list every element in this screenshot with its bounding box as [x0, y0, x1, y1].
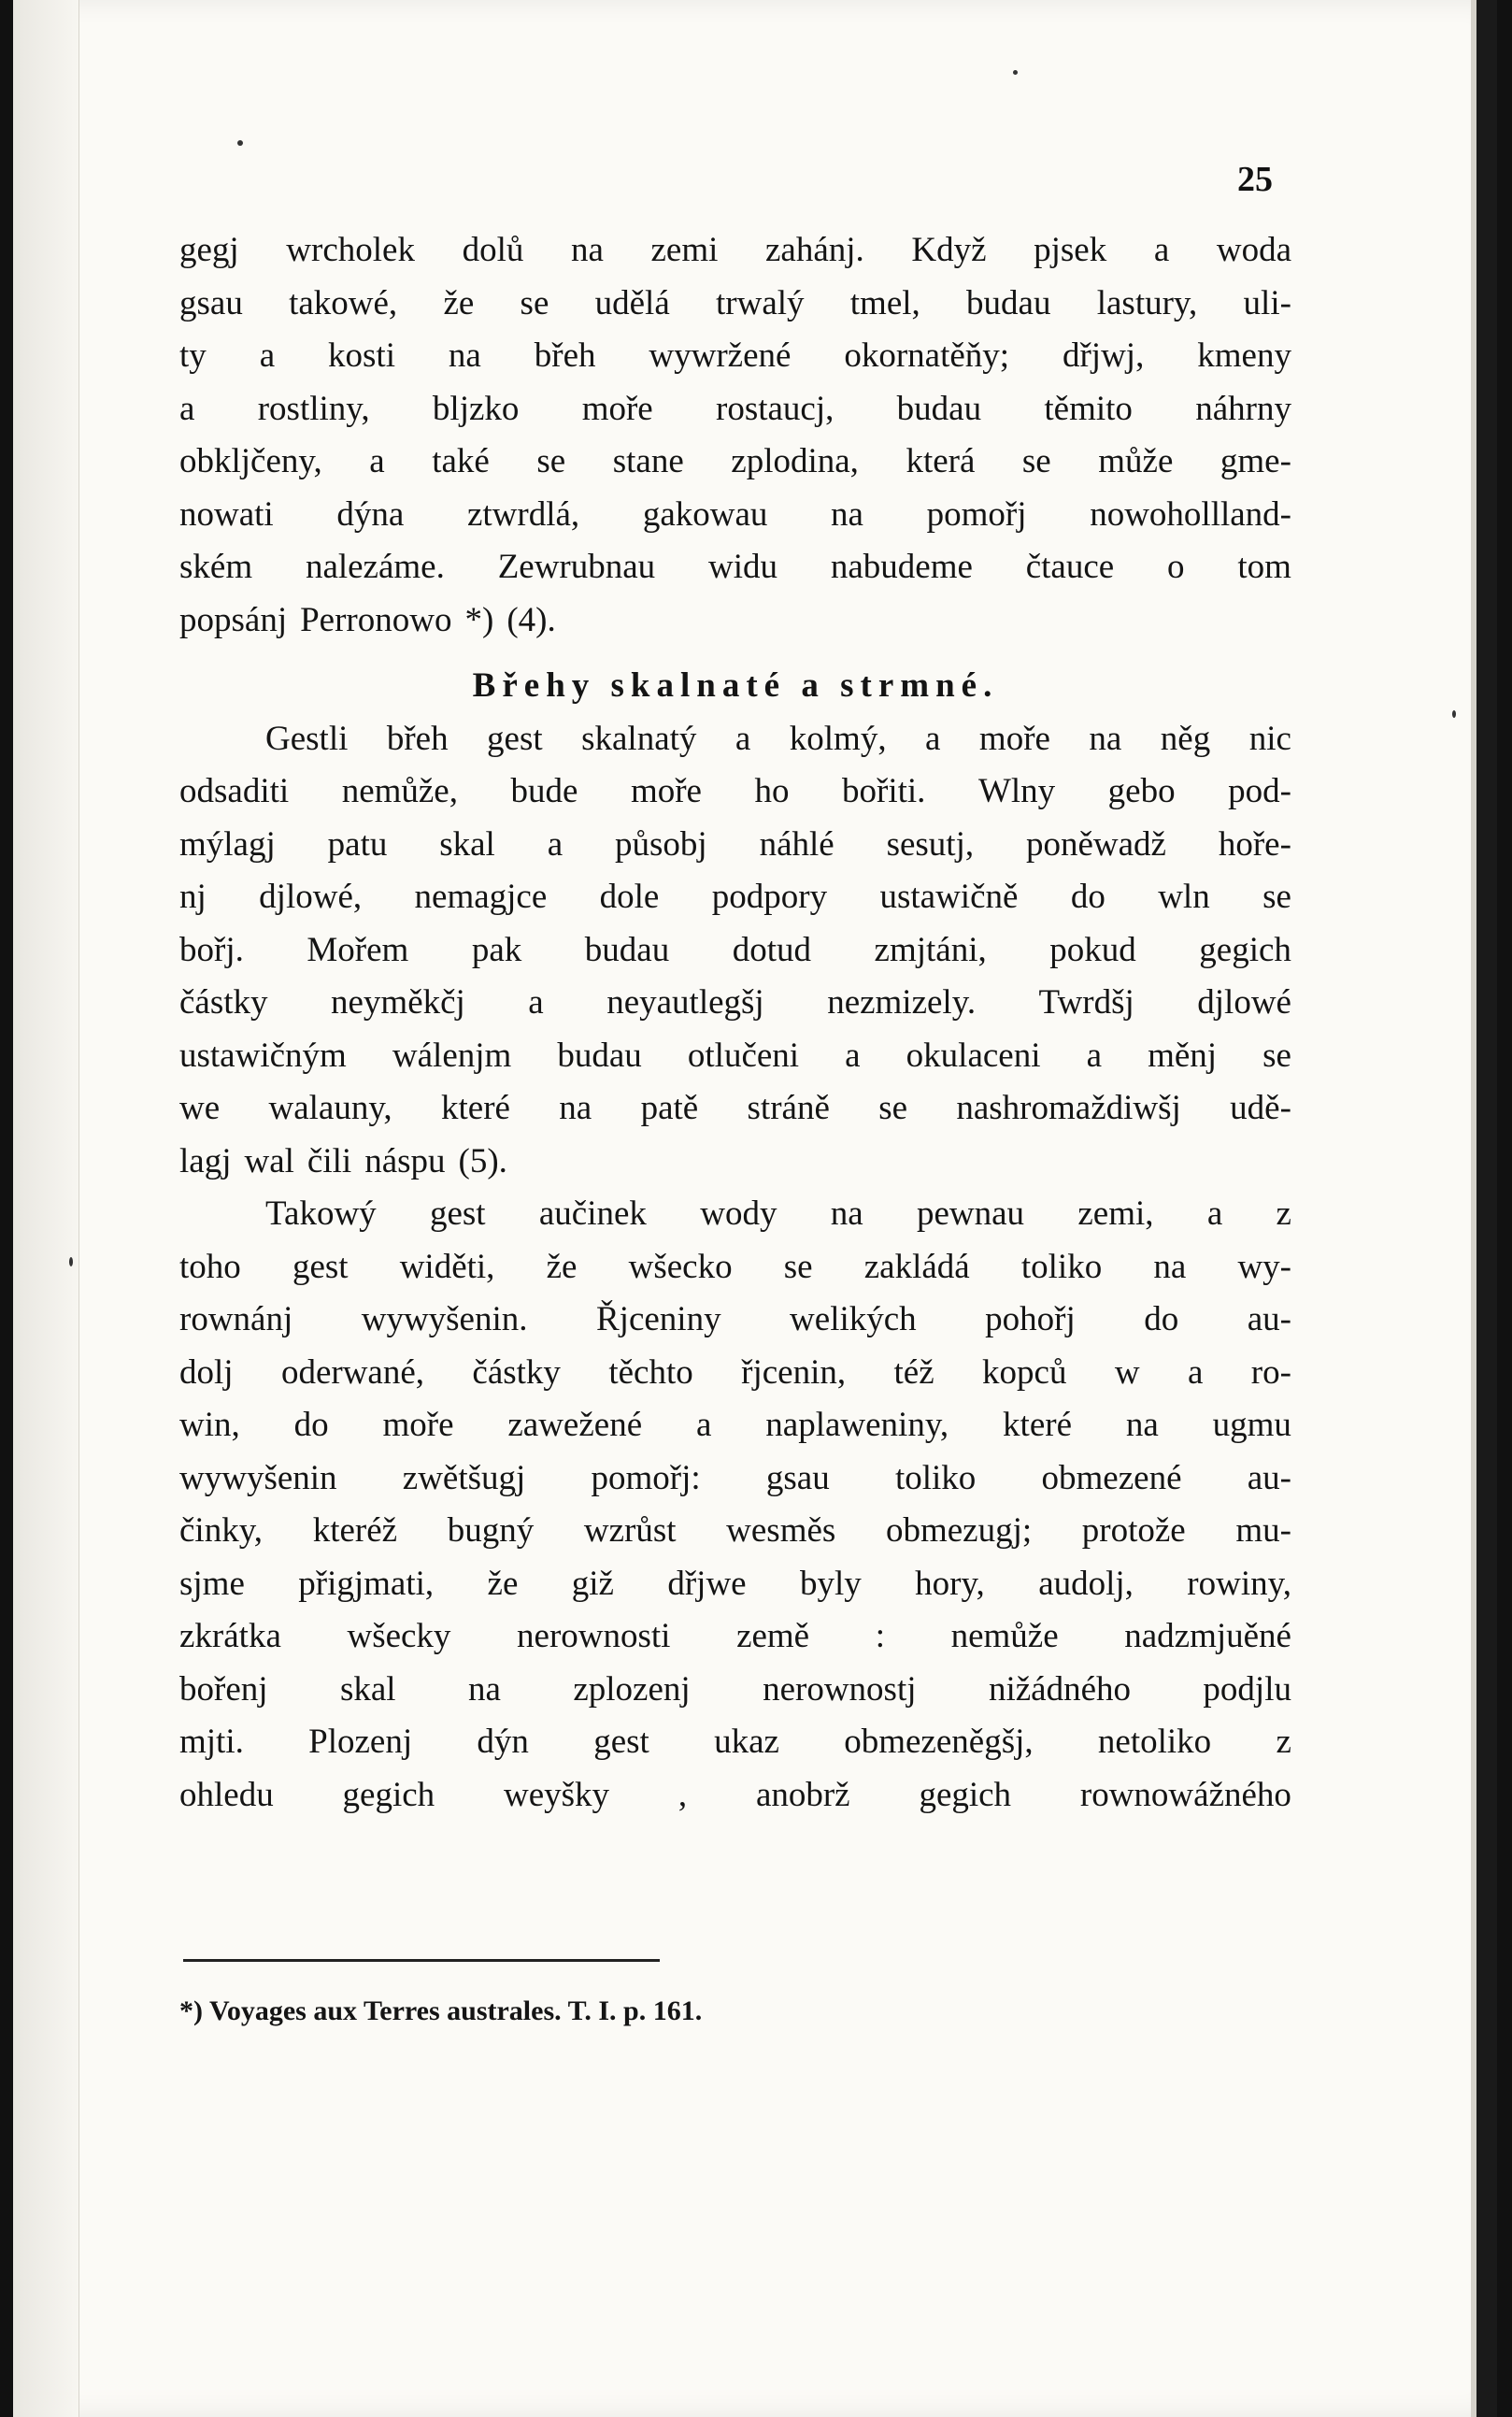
text-line: Gestli břeh gest skalnatý a kolmý, a moře na něg nic — [265, 719, 1291, 758]
text-line: wywyšenin zwětšugj pomořj: gsau toliko obmezené au- — [179, 1458, 1291, 1497]
paragraph-3 — [179, 1188, 1291, 1822]
text-line: bořenj skal na zplozenj nerownostj nižádného podjlu — [179, 1669, 1291, 1709]
section-heading: Břehy skalnaté a strmné. — [472, 666, 999, 705]
text-line: rownánj wywyšenin. Řjceniny welikých pohořj do au- — [179, 1300, 1291, 1338]
text-line: nj djlowé, nemagjce dole podpory ustawičně do wln se — [179, 878, 1291, 916]
text-line: zkrátka wšecky nerownosti země : nemůže nadzmjuěné — [179, 1617, 1291, 1655]
page-gutter — [13, 0, 79, 2417]
text-line: win, do moře zawežené a naplaweniny, které na ugmu — [179, 1406, 1291, 1444]
ink-speck — [1013, 70, 1018, 75]
body-text — [179, 224, 1291, 1822]
ink-speck — [237, 140, 243, 146]
text-line: částky neyměkčj a neyautlegšj nezmizely. Twrdšj djlowé — [179, 983, 1291, 1022]
footnote: *) Voyages aux Terres australes. T. I. p. 161. — [179, 1995, 703, 2026]
text-line: ském nalezáme. Zewrubnau widu nabudeme čtauce o tom — [179, 548, 1291, 586]
page-number: 25 — [1237, 160, 1273, 199]
ink-speck — [1452, 710, 1456, 718]
text-line: nowati dýna ztwrdlá, gakowau na pomořj nowohollland- — [179, 494, 1291, 534]
ink-speck — [69, 1257, 73, 1266]
text-line: mýlagj patu skal a působj náhlé sesutj, poněwadž hoře- — [179, 824, 1291, 864]
text-line: toho gest widěti, že wšecko se zakládá toliko na wy- — [179, 1247, 1291, 1286]
text-line: činky, kteréž bugný wzrůst wesměs obmezugj; protože mu- — [179, 1511, 1291, 1550]
text-line: gsau takowé, že se udělá trwalý tmel, budau lastury, uli- — [179, 283, 1291, 322]
text-line: popsánj Perronowo *) (4). — [179, 600, 556, 639]
text-line: ohledu gegich weyšky , anobrž gegich rownowážného — [179, 1775, 1291, 1814]
text-line: Takowý gest aučinek wody na pewnau zemi, a z — [265, 1194, 1291, 1233]
page-edge-shadow — [1476, 0, 1497, 2417]
text-line: a rostliny, bljzko moře rostaucj, budau těmito náhrny — [179, 389, 1291, 428]
text-line: sjme přigjmati, že giž dřjwe byly hory, audolj, rowiny, — [179, 1564, 1291, 1603]
paragraph-1 — [179, 224, 1291, 647]
text-line: ustawičným wálenjm budau otlučeni a okulaceni a měnj se — [179, 1036, 1291, 1075]
footnote-divider — [183, 1959, 660, 1962]
text-line: bořj. Mořem pak budau dotud zmjtáni, pokud gegich — [179, 930, 1291, 969]
text-line: obkljčeny, a také se stane zplodina, která se může gme- — [179, 442, 1291, 480]
text-line: dolj oderwané, částky těchto řjcenin, též kopců w a ro- — [179, 1352, 1291, 1392]
paragraph-2 — [179, 713, 1291, 1189]
text-line: odsaditi nemůže, bude moře ho bořiti. Wlny gebo pod- — [179, 772, 1291, 810]
text-line: gegj wrcholek dolů na zemi zahánj. Když pjsek a woda — [179, 231, 1291, 269]
text-line: mjti. Plozenj dýn gest ukaz obmezeněgšj, netoliko z — [179, 1723, 1291, 1761]
text-line: we walauny, které na patě stráně se nashromaždiwšj udě- — [179, 1089, 1291, 1127]
book-page — [13, 0, 1497, 2417]
text-line: ty a kosti na břeh wywržené okornatěňy; dřjwj, kmeny — [179, 336, 1291, 375]
text-line: lagj wal čili náspu (5). — [179, 1141, 507, 1180]
